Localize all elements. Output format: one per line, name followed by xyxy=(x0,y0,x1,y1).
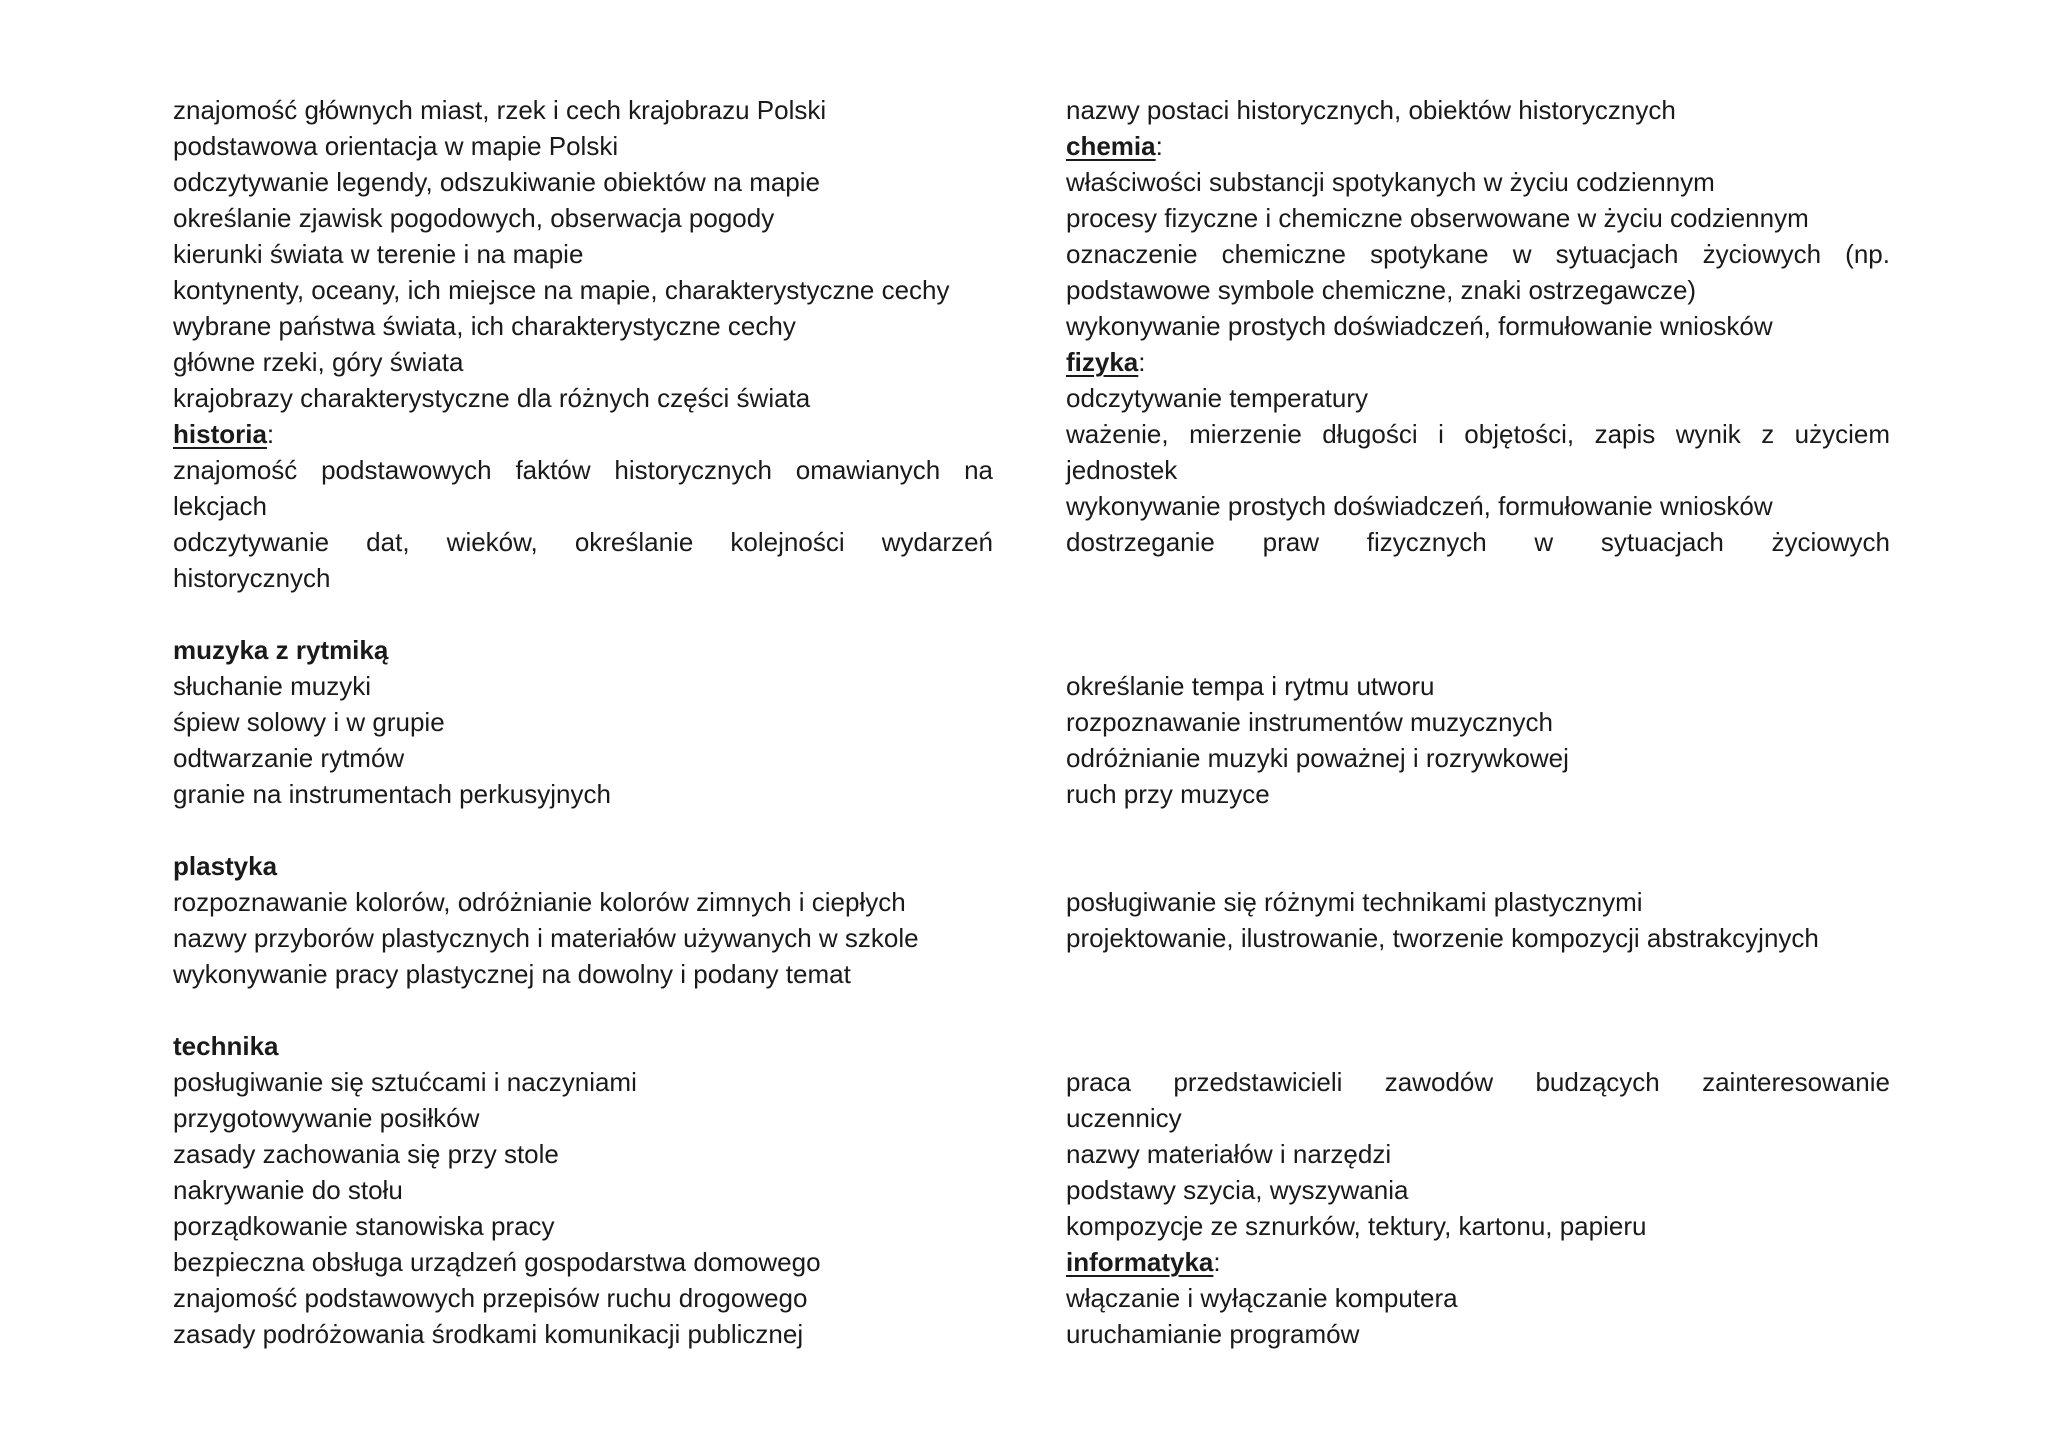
text-line: odczytywanie temperatury xyxy=(1066,383,1369,413)
text-line: śpiew solowy i w grupie xyxy=(173,707,445,737)
text-line: znajomość podstawowych przepisów ruchu drogowego xyxy=(173,1283,808,1313)
text-line: kompozycje ze sznurków, tektury, kartonu, papieru xyxy=(1066,1211,1647,1241)
text-line: określanie zjawisk pogodowych, obserwacja pogody xyxy=(173,203,775,233)
text-line: ruch przy muzyce xyxy=(1066,779,1270,809)
text-line: posługiwanie się sztućcami i naczyniami xyxy=(173,1067,637,1097)
text-line: znajomość podstawowych faktów historycznych omawianych na xyxy=(173,455,993,485)
text-line: odróżnianie muzyki poważnej i rozrywkowej xyxy=(1066,743,1569,773)
text-line: lekcjach xyxy=(173,491,267,521)
text-line: rozpoznawanie kolorów, odróżnianie kolorów zimnych i ciepłych xyxy=(173,887,906,917)
text-line: przygotowywanie posiłków xyxy=(173,1103,480,1133)
heading-colon: : xyxy=(266,419,275,449)
section-heading-chemia xyxy=(1066,128,1890,164)
text-line: słuchanie muzyki xyxy=(173,671,371,701)
text-line: podstawowe symbole chemiczne, znaki ostrzegawcze) xyxy=(1066,275,1697,305)
text-line: odczytywanie legendy, odszukiwanie obiektów na mapie xyxy=(173,167,821,197)
text-line: wykonywanie prostych doświadczeń, formułowanie wniosków xyxy=(1066,491,1773,521)
section-heading-muzyka: muzyka z rytmiką xyxy=(173,635,389,665)
text-line: nakrywanie do stołu xyxy=(173,1175,403,1205)
text-line: znajomość głównych miast, rzek i cech krajobrazu Polski xyxy=(173,95,827,125)
text-line: określanie tempa i rytmu utworu xyxy=(1066,671,1435,701)
text-line: dostrzeganie praw fizycznych w sytuacjach życiowych xyxy=(1066,527,1890,557)
text-line: zasady zachowania się przy stole xyxy=(173,1139,559,1169)
text-line: ważenie, mierzenie długości i objętości, zapis wynik z użyciem xyxy=(1066,419,1890,449)
text-line: krajobrazy charakterystyczne dla różnych części świata xyxy=(173,383,811,413)
text-line: praca przedstawicieli zawodów budzących zainteresowanie xyxy=(1066,1067,1890,1097)
text-line: podstawy szycia, wyszywania xyxy=(1066,1175,1409,1205)
text-line: posługiwanie się różnymi technikami plastycznymi xyxy=(1066,887,1643,917)
informatyka-heading-text: informatyka xyxy=(1066,1247,1214,1277)
text-line: wykonywanie pracy plastycznej na dowolny i podany temat xyxy=(173,959,851,989)
heading-colon: : xyxy=(1138,347,1146,377)
text-line: bezpieczna obsługa urządzeń gospodarstwa domowego xyxy=(173,1247,821,1277)
text-line: rozpoznawanie instrumentów muzycznych xyxy=(1066,707,1553,737)
fizyka-heading-text: fizyka xyxy=(1066,347,1139,377)
text-line: kierunki świata w terenie i na mapie xyxy=(173,239,584,269)
text-line: odczytywanie dat, wieków, określanie kolejności wydarzeń xyxy=(173,527,993,557)
text-line: porządkowanie stanowiska pracy xyxy=(173,1211,555,1241)
section-heading-fizyka xyxy=(1066,344,1890,380)
text-line: włączanie i wyłączanie komputera xyxy=(1066,1283,1458,1313)
text-line: właściwości substancji spotykanych w życiu codziennym xyxy=(1066,167,1715,197)
section-heading-plastyka: plastyka xyxy=(173,851,278,881)
text-line: kontynenty, oceany, ich miejsce na mapie, charakterystyczne cechy xyxy=(173,275,950,305)
text-line: wybrane państwa świata, ich charakterystyczne cechy xyxy=(173,311,796,341)
section-heading-historia xyxy=(173,416,993,452)
text-line: podstawowa orientacja w mapie Polski xyxy=(173,131,619,161)
text-line: główne rzeki, góry świata xyxy=(173,347,464,377)
chemia-heading-text: chemia xyxy=(1066,131,1156,161)
text-line: nazwy materiałów i narzędzi xyxy=(1066,1139,1392,1169)
text-line: uczennicy xyxy=(1066,1103,1182,1133)
heading-colon: : xyxy=(1155,131,1163,161)
historia-heading-text: historia xyxy=(173,419,267,449)
heading-colon: : xyxy=(1213,1247,1221,1277)
text-line: nazwy postaci historycznych, obiektów historycznych xyxy=(1066,95,1676,125)
text-line: procesy fizyczne i chemiczne obserwowane w życiu codziennym xyxy=(1066,203,1809,233)
text-line: wykonywanie prostych doświadczeń, formułowanie wniosków xyxy=(1066,311,1773,341)
text-line: zasady podróżowania środkami komunikacji publicznej xyxy=(173,1319,804,1349)
text-line: granie na instrumentach perkusyjnych xyxy=(173,779,611,809)
section-heading-technika: technika xyxy=(173,1031,279,1061)
text-line: jednostek xyxy=(1066,455,1178,485)
text-line: uruchamianie programów xyxy=(1066,1319,1360,1349)
text-line: odtwarzanie rytmów xyxy=(173,743,405,773)
text-line: nazwy przyborów plastycznych i materiałów używanych w szkole xyxy=(173,923,919,953)
section-heading-informatyka xyxy=(1066,1244,1890,1280)
text-line: oznaczenie chemiczne spotykane w sytuacjach życiowych (np. xyxy=(1066,239,1890,269)
text-line: historycznych xyxy=(173,563,331,593)
text-line: projektowanie, ilustrowanie, tworzenie kompozycji abstrakcyjnych xyxy=(1066,923,1819,953)
